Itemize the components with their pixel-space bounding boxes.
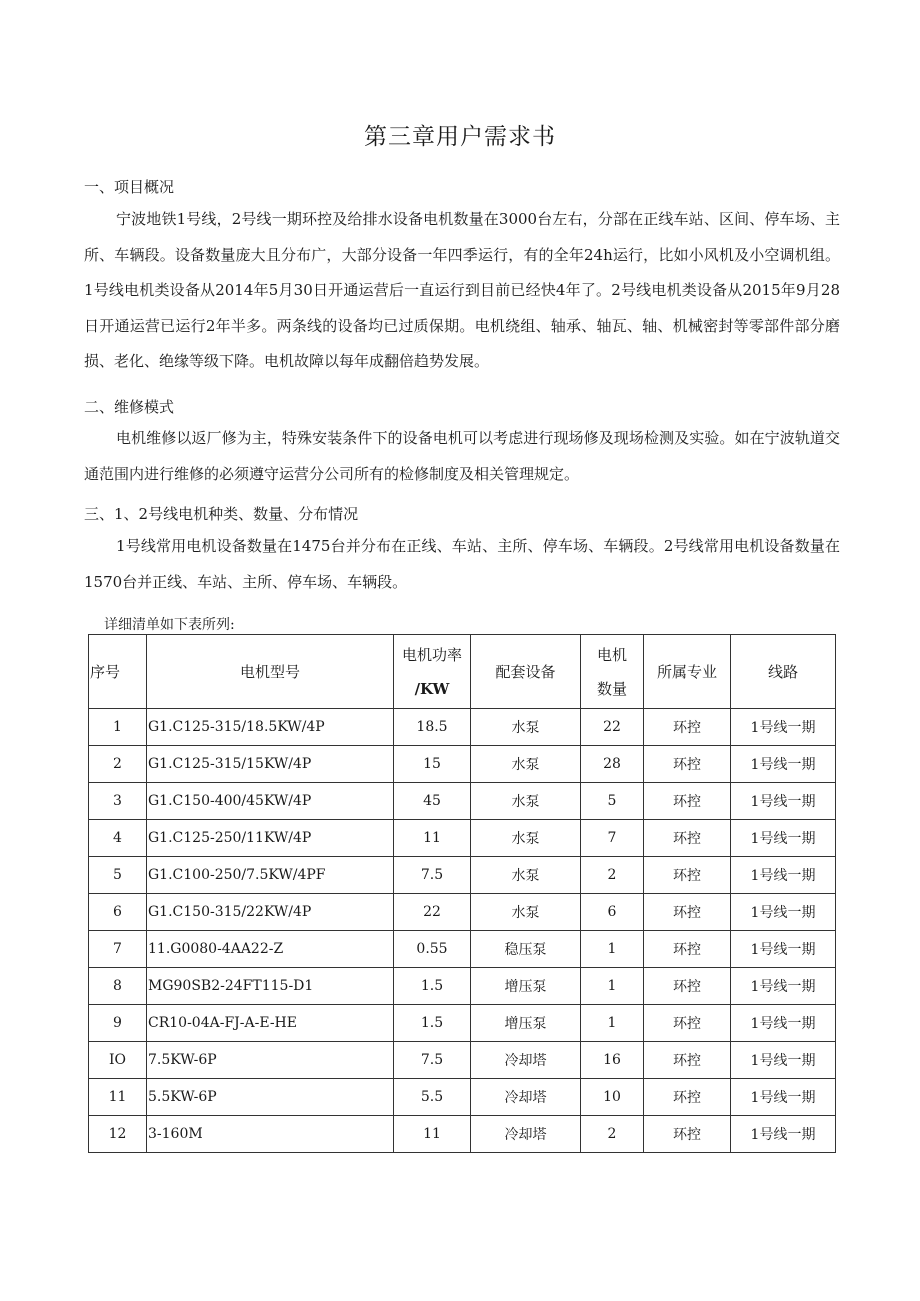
- cell-equipment: 水泵: [471, 820, 581, 857]
- table-row: [89, 1116, 836, 1153]
- table-row: [89, 1042, 836, 1079]
- cell-dept: 环控: [644, 1079, 731, 1116]
- section-heading-repair-mode: 二、维修模式: [84, 398, 175, 416]
- table-row: [89, 1079, 836, 1116]
- section-heading-distribution: 三、1、2号线电机种类、数量、分布情况: [84, 505, 359, 523]
- cell-equipment: 水泵: [471, 894, 581, 931]
- table-row: [89, 857, 836, 894]
- cell-model: MG90SB2-24FT115-D1: [147, 968, 394, 1005]
- cell-qty: 28: [581, 746, 644, 783]
- cell-power: 22: [394, 894, 471, 931]
- cell-model: G1.C100-250/7.5KW/4PF: [147, 857, 394, 894]
- cell-qty: 1: [581, 1005, 644, 1042]
- cell-model: G1.C125-315/15KW/4P: [147, 746, 394, 783]
- cell-no: 1: [89, 709, 147, 746]
- cell-line: 1号线一期: [731, 746, 836, 783]
- cell-power: 15: [394, 746, 471, 783]
- cell-power: 0.55: [394, 931, 471, 968]
- cell-model: 5.5KW-6P: [147, 1079, 394, 1116]
- cell-line: 1号线一期: [731, 1116, 836, 1153]
- cell-no: 11: [89, 1079, 147, 1116]
- cell-equipment: 冷却塔: [471, 1079, 581, 1116]
- cell-line: 1号线一期: [731, 783, 836, 820]
- cell-model: 7.5KW-6P: [147, 1042, 394, 1079]
- cell-power: 5.5: [394, 1079, 471, 1116]
- cell-no: 4: [89, 820, 147, 857]
- cell-qty: 1: [581, 931, 644, 968]
- cell-qty: 2: [581, 857, 644, 894]
- cell-power: 18.5: [394, 709, 471, 746]
- cell-dept: 环控: [644, 1042, 731, 1079]
- cell-power: 11: [394, 1116, 471, 1153]
- cell-line: 1号线一期: [731, 968, 836, 1005]
- cell-no: 7: [89, 931, 147, 968]
- cell-qty: 10: [581, 1079, 644, 1116]
- cell-equipment: 水泵: [471, 857, 581, 894]
- cell-model: 11.G0080-4AA22-Z: [147, 931, 394, 968]
- header-qty-line2: 数量: [596, 679, 627, 698]
- cell-model: G1.C150-400/45KW/4P: [147, 783, 394, 820]
- table-caption: 详细清单如下表所列:: [104, 617, 235, 633]
- cell-qty: 22: [581, 709, 644, 746]
- cell-equipment: 稳压泵: [471, 931, 581, 968]
- cell-dept: 环控: [644, 894, 731, 931]
- cell-power: 45: [394, 783, 471, 820]
- document-title: 第三章用户需求书: [364, 124, 556, 150]
- header-line: 线路: [731, 635, 836, 709]
- cell-no: 5: [89, 857, 147, 894]
- table-row: [89, 1005, 836, 1042]
- table-row: [89, 968, 836, 1005]
- table-row: [89, 783, 836, 820]
- header-dept: 所属专业: [644, 635, 731, 709]
- cell-line: 1号线一期: [731, 820, 836, 857]
- table-row: [89, 894, 836, 931]
- cell-model: 3-160M: [147, 1116, 394, 1153]
- cell-equipment: 增压泵: [471, 1005, 581, 1042]
- cell-equipment: 冷却塔: [471, 1042, 581, 1079]
- cell-model: CR10-04A-FJ-A-E-HE: [147, 1005, 394, 1042]
- cell-equipment: 水泵: [471, 746, 581, 783]
- cell-dept: 环控: [644, 746, 731, 783]
- section-body-repair-mode: 电机维修以返厂修为主，特殊安装条件下的设备电机可以考虑进行现场修及现场检测及实验。如在宁波轨道交通范围内进行维修的必须遵守运营分公司所有的检修制度及相关管理规定。: [84, 429, 840, 483]
- section-body-distribution: 1号线常用电机设备数量在1475台并分布在正线、车站、主所、停车场、车辆段。2号线常用电机设备数量在1570台并正线、车站、主所、停车场、车辆段。: [84, 537, 840, 591]
- cell-no: IO: [89, 1042, 147, 1079]
- header-equipment: 配套设备: [471, 635, 581, 709]
- cell-equipment: 水泵: [471, 783, 581, 820]
- cell-dept: 环控: [644, 709, 731, 746]
- cell-power: 1.5: [394, 968, 471, 1005]
- cell-model: G1.C125-315/18.5KW/4P: [147, 709, 394, 746]
- cell-line: 1号线一期: [731, 857, 836, 894]
- cell-line: 1号线一期: [731, 1079, 836, 1116]
- header-qty: [581, 635, 644, 709]
- cell-model: G1.C150-315/22KW/4P: [147, 894, 394, 931]
- cell-line: 1号线一期: [731, 894, 836, 931]
- cell-equipment: 增压泵: [471, 968, 581, 1005]
- table-row: [89, 709, 836, 746]
- header-model: 电机型号: [147, 635, 394, 709]
- cell-qty: 6: [581, 894, 644, 931]
- table-row: [89, 820, 836, 857]
- cell-no: 12: [89, 1116, 147, 1153]
- cell-line: 1号线一期: [731, 1042, 836, 1079]
- cell-line: 1号线一期: [731, 1005, 836, 1042]
- cell-power: 7.5: [394, 857, 471, 894]
- cell-dept: 环控: [644, 1116, 731, 1153]
- cell-power: 1.5: [394, 1005, 471, 1042]
- cell-dept: 环控: [644, 783, 731, 820]
- table-header-row: [89, 635, 836, 709]
- cell-no: 9: [89, 1005, 147, 1042]
- motor-list-table: [88, 634, 836, 1153]
- cell-equipment: 水泵: [471, 709, 581, 746]
- cell-no: 2: [89, 746, 147, 783]
- cell-equipment: 冷却塔: [471, 1116, 581, 1153]
- cell-no: 8: [89, 968, 147, 1005]
- cell-no: 3: [89, 783, 147, 820]
- table-row: [89, 931, 836, 968]
- cell-dept: 环控: [644, 857, 731, 894]
- header-qty-line1: 电机: [596, 645, 627, 664]
- cell-qty: 16: [581, 1042, 644, 1079]
- cell-power: 11: [394, 820, 471, 857]
- cell-dept: 环控: [644, 931, 731, 968]
- header-power-line2: /KW: [414, 679, 450, 698]
- cell-power: 7.5: [394, 1042, 471, 1079]
- section-heading-overview: 一、项目概况: [84, 178, 175, 196]
- cell-dept: 环控: [644, 1005, 731, 1042]
- cell-model: G1.C125-250/11KW/4P: [147, 820, 394, 857]
- cell-qty: 2: [581, 1116, 644, 1153]
- cell-qty: 5: [581, 783, 644, 820]
- header-power: [394, 635, 471, 709]
- cell-line: 1号线一期: [731, 931, 836, 968]
- cell-line: 1号线一期: [731, 709, 836, 746]
- cell-dept: 环控: [644, 820, 731, 857]
- cell-qty: 1: [581, 968, 644, 1005]
- cell-no: 6: [89, 894, 147, 931]
- section-body-overview: 宁波地铁1号线，2号线一期环控及给排水设备电机数量在3000台左右，分部在正线车站、区间、停车场、主所、车辆段。设备数量庞大且分布广，大部分设备一年四季运行，有的全年24h运行，比如小风机及小空调机组。1号线电机类设备从2014年5月30日开通运营后一直运行到目前已经快4年了。2号线电机类设备从2015年9月28日开通运营已运行2年半多。两条线的设备均已过质保期。电机绕组、轴承、轴瓦、轴、机械密封等零部件部分磨损、老化、绝缘等级下降。电机故障以每年成翻倍趋势发展。: [84, 210, 840, 370]
- header-no: 序号: [89, 635, 147, 709]
- table-row: [89, 746, 836, 783]
- cell-dept: 环控: [644, 968, 731, 1005]
- header-power-line1: 电机功率: [401, 645, 462, 664]
- cell-qty: 7: [581, 820, 644, 857]
